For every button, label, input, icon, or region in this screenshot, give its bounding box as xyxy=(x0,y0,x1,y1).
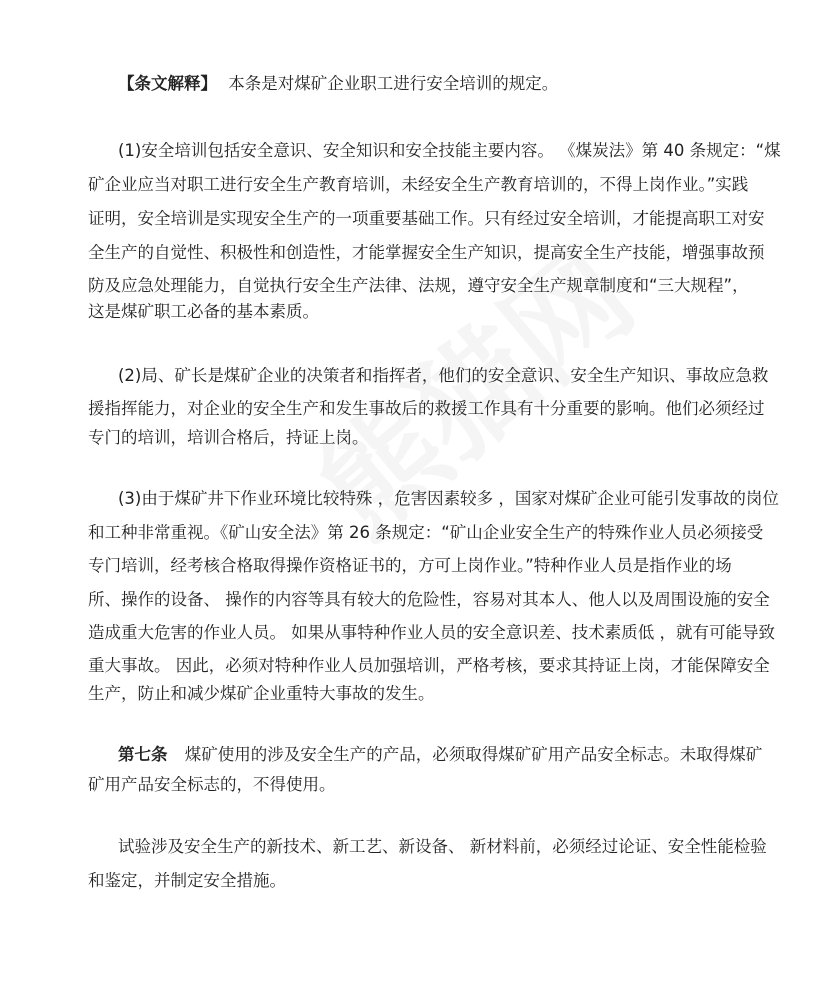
para-1-line-5: 防及应急处理能力，自觉执行安全生产法律、法规，遵守安全生产规章制度和“三大规程”， xyxy=(88,276,749,295)
para-3-line-2: 和工种非常重视。《矿山安全法》第 26 条规定：“矿山企业安全生产的特殊作业人员必须接受 xyxy=(88,523,764,542)
article-7-text: 煤矿使用的涉及安全生产的产品，必须取得煤矿矿用产品安全标志。未取得煤矿 xyxy=(184,745,763,764)
para-3-line-7: 生产，防止和减少煤矿企业重特大事故的发生。 xyxy=(88,684,435,703)
article-7-label: 第七条 xyxy=(118,745,168,764)
article-7-line-2: 矿用产品安全标志的，不得使用。 xyxy=(88,775,336,794)
para-2-line-2: 援指挥能力，对企业的安全生产和发生事故后的救援工作具有十分重要的影响。他们必须经过 xyxy=(88,399,765,418)
article-explanation-line xyxy=(118,73,558,95)
para-test-line-2: 和鉴定，并制定安全措施。 xyxy=(88,871,286,890)
article-explanation-label: 【条文解释】 xyxy=(118,74,217,93)
para-3-line-1: (3)由于煤矿井下作业环境比较特殊 ，危害因素较多 ，国家对煤矿企业可能引发事故的岗位 xyxy=(118,489,779,508)
para-1-line-4: 全生产的自觉性、积极性和创造性，才能掌握安全生产知识，提高安全生产技能，增强事故预 xyxy=(88,243,765,262)
article-7-line-1 xyxy=(118,744,762,766)
para-3-line-3: 专门培训，经考核合格取得操作资格证书的，方可上岗作业。”特种作业人员是指作业的场 xyxy=(88,556,732,575)
para-1-line-1: (1)安全培训包括安全意识、安全知识和安全技能主要内容。 《煤炭法》第 40 条规定：“煤 xyxy=(118,141,781,160)
para-3-line-6: 重大事故。 因此，必须对特种作业人员加强培训，严格考核，要求其持证上岗，才能保障安全 xyxy=(88,656,770,675)
para-3-line-5: 造成重大危害的作业人员。 如果从事特种作业人员的安全意识差、技术素质低 ，就有可能导致 xyxy=(88,623,775,642)
para-1-line-2: 矿企业应当对职工进行安全生产教育培训，未经安全生产教育培训的，不得上岗作业。”实践 xyxy=(88,175,749,194)
para-test-line-1: 试验涉及安全生产的新技术、新工艺、新设备、 新材料前，必须经过论证、安全性能检验 xyxy=(118,837,767,856)
para-1-line-3: 证明，安全培训是实现安全生产的一项重要基础工作。只有经过安全培训，才能提高职工对安 xyxy=(88,209,765,228)
para-2-line-1: (2)局、矿长是煤矿企业的决策者和指挥者，他们的安全意识、安全生产知识、事故应急救 xyxy=(118,366,769,385)
para-3-line-4: 所、操作的设备、 操作的内容等具有较大的危险性，容易对其本人、他人以及周围设施的安全 xyxy=(88,590,770,609)
para-2-line-3: 专门的培训，培训合格后，持证上岗。 xyxy=(88,428,369,447)
para-1-line-6: 这是煤矿职工必备的基本素质。 xyxy=(88,302,319,321)
article-explanation-text: 本条是对煤矿企业职工进行安全培训的规定。 xyxy=(228,74,559,93)
